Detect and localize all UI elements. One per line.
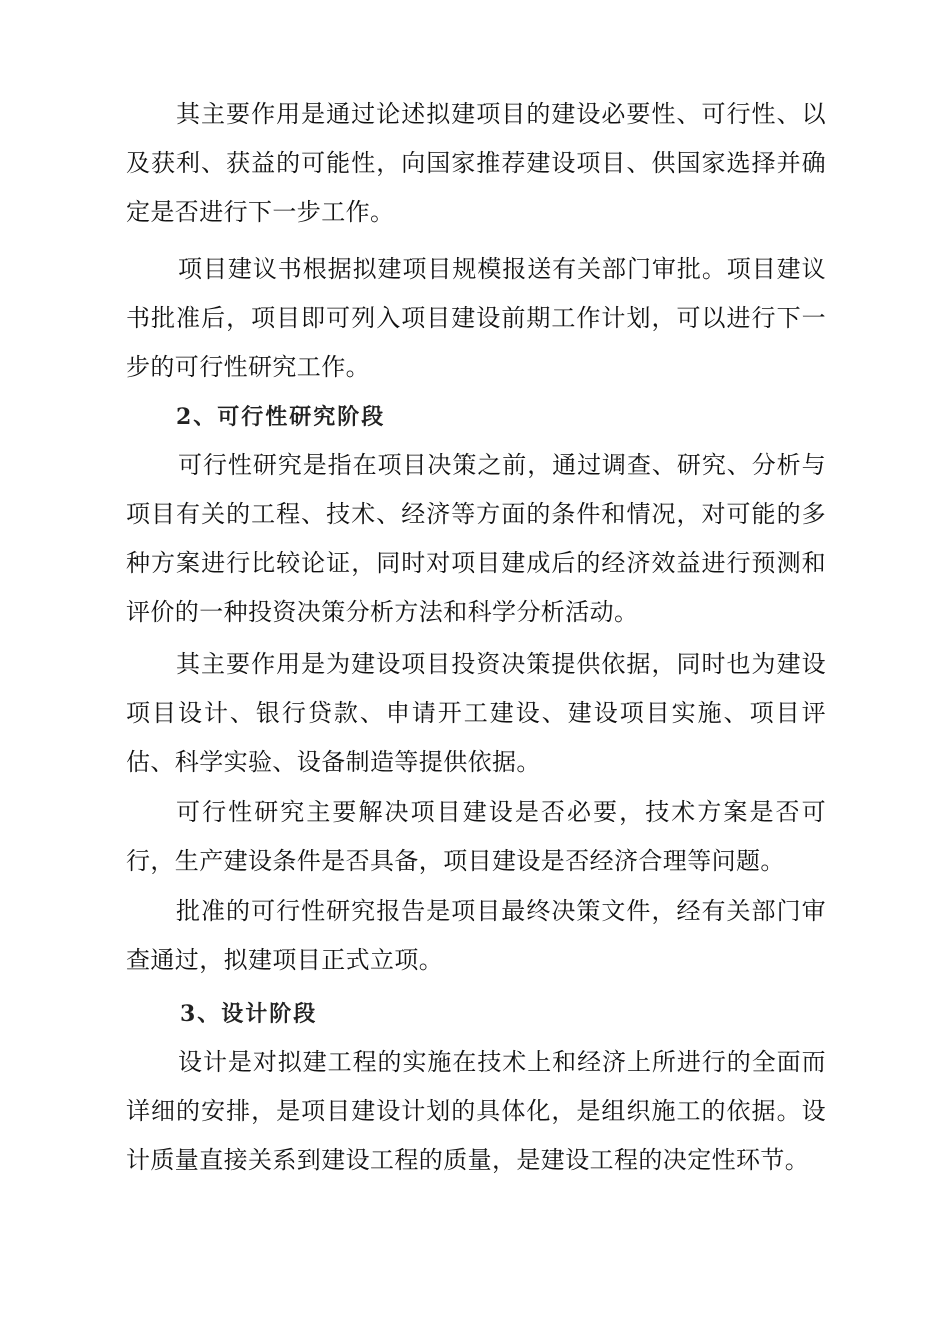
section-heading-design: 3、设计阶段 (180, 1001, 318, 1027)
paragraph-main-role: 其主要作用是通过论述拟建项目的建设必要性、可行性、以及获利、获益的可能性，向国家推荐建设项目、供国家选择并确定是否进行下一步工作。 (126, 100, 826, 226)
paragraph-proposal-approval: 项目建议书根据拟建项目规模报送有关部门审批。项目建议书批准后，项目即可列入项目建设前期工作计划，可以进行下一步的可行性研究工作。 (126, 255, 826, 381)
paragraph-feasibility-questions: 可行性研究主要解决项目建设是否必要，技术方案是否可行，生产建设条件是否具备，项目建设是否经济合理等问题。 (126, 798, 826, 875)
paragraph-feasibility-definition: 可行性研究是指在项目决策之前，通过调查、研究、分析与项目有关的工程、技术、经济等方面的条件和情况，对可能的多种方案进行比较论证，同时对项目建成后的经济效益进行预测和评价的一种投资决策分析方法和科学分析活动。 (126, 451, 826, 626)
section-heading-feasibility: 2、可行性研究阶段 (176, 404, 386, 430)
paragraph-feasibility-role: 其主要作用是为建设项目投资决策提供依据，同时也为建设项目设计、银行贷款、申请开工建设、建设项目实施、项目评估、科学实验、设备制造等提供依据。 (126, 650, 826, 776)
paragraph-feasibility-report: 批准的可行性研究报告是项目最终决策文件，经有关部门审查通过，拟建项目正式立项。 (126, 897, 826, 974)
paragraph-design-definition: 设计是对拟建工程的实施在技术上和经济上所进行的全面而详细的安排，是项目建设计划的具体化，是组织施工的依据。设计质量直接关系到建设工程的质量，是建设工程的决定性环节。 (126, 1048, 826, 1174)
